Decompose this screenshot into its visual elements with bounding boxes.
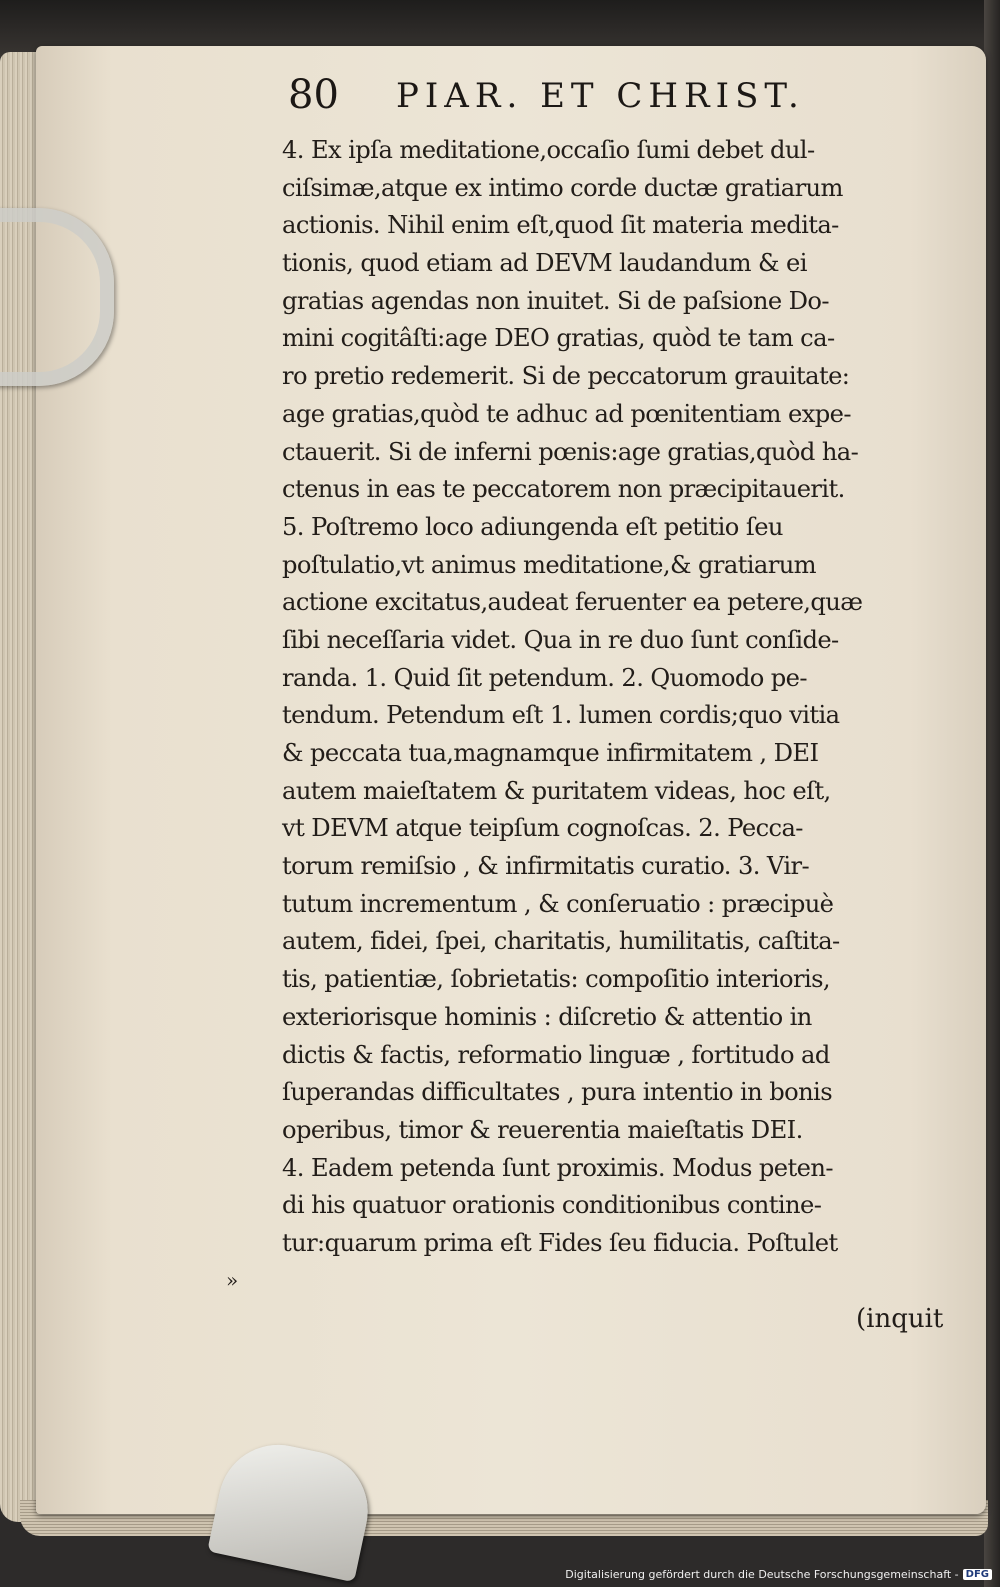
text-line: gratias agendas non inuitet. Si de paſsione Do- <box>282 286 829 315</box>
text-line: ſuperandas difficultates , pura intentio in bonis <box>282 1078 833 1107</box>
body-text <box>282 132 972 1263</box>
text-line: vt DEVM atque teipſum cognoſcas. 2. Pecca- <box>282 814 803 843</box>
background-right <box>984 0 1000 1587</box>
text-line: tutum incrementum , & conſeruatio : præcipuè <box>282 889 834 918</box>
text-line: tis, patientiæ, ſobrietatis: compoſitio interioris, <box>282 965 831 994</box>
dfg-logo: DFG <box>963 1569 992 1580</box>
text-line: ctenus in eas te peccatorem non præcipitauerit. <box>282 475 845 504</box>
text-line: 4. Eadem petenda ſunt proximis. Modus peten- <box>282 1153 833 1182</box>
text-line: operibus, timor & reuerentia maieſtatis DEI. <box>282 1115 803 1144</box>
text-line: randa. 1. Quid ſit petendum. 2. Quomodo pe- <box>282 663 807 692</box>
text-line: 4. Ex ipſa meditatione,occaſio ſumi debet dul- <box>282 136 815 164</box>
text-line: tur:quarum prima eſt Fides ſeu fiducia. Poſtulet <box>282 1228 838 1257</box>
text-line: tendum. Petendum eſt 1. lumen cordis;quo vitia <box>282 701 840 730</box>
text-line: ciſsimæ,atque ex intimo corde ductæ gratiarum <box>282 173 843 202</box>
running-head: PIAR. ET CHRIST. <box>396 76 805 116</box>
page-header <box>288 72 968 122</box>
text-line: 5. Poſtremo loco adiungenda eſt petitio ſeu <box>282 512 783 541</box>
text-line: autem, fidei, ſpei, charitatis, humilitatis, caſtita- <box>282 927 840 956</box>
text-line: dictis & factis, reformatio linguæ , fortitudo ad <box>282 1040 830 1069</box>
credit-text: Digitalisierung gefördert durch die Deutsche Forschungsgemeinschaft - <box>565 1567 959 1581</box>
text-line: ctauerit. Si de inferni pœnis:age gratias,quòd ha- <box>282 437 859 466</box>
digitization-credit <box>565 1565 992 1583</box>
page-number: 80 <box>288 72 339 118</box>
text-line: poſtulatio,vt animus meditatione,& gratiarum <box>282 550 817 579</box>
text-line: ſibi neceſſaria videt. Qua in re duo ſunt conſide- <box>282 625 839 654</box>
text-line: actione excitatus,audeat feruenter ea petere,quæ <box>282 588 863 617</box>
text-line: torum remiſsio , & infirmitatis curatio. 3. Vir- <box>282 852 810 881</box>
text-line: ro pretio redemerit. Si de peccatorum grauitate: <box>282 362 850 391</box>
text-line: autem maieſtatem & puritatem videas, hoc eſt, <box>282 776 831 805</box>
catchword: (inquit <box>856 1304 944 1334</box>
text-line: exteriorisque hominis : diſcretio & attentio in <box>282 1002 812 1031</box>
text-line: & peccata tua,magnamque infirmitatem , DEI <box>282 739 819 767</box>
margin-quote-mark: » <box>226 1268 239 1292</box>
text-line: mini cogitâſti:age DEO gratias, quòd te tam ca- <box>282 324 835 353</box>
text-line: age gratias,quòd te adhuc ad pœnitentiam expe- <box>282 399 851 428</box>
text-line: tionis, quod etiam ad DEVM laudandum & ei <box>282 249 807 278</box>
text-line: di his quatuor orationis conditionibus contine- <box>282 1191 822 1220</box>
text-line: actionis. Nihil enim eſt,quod ſit materia medita- <box>282 211 839 240</box>
